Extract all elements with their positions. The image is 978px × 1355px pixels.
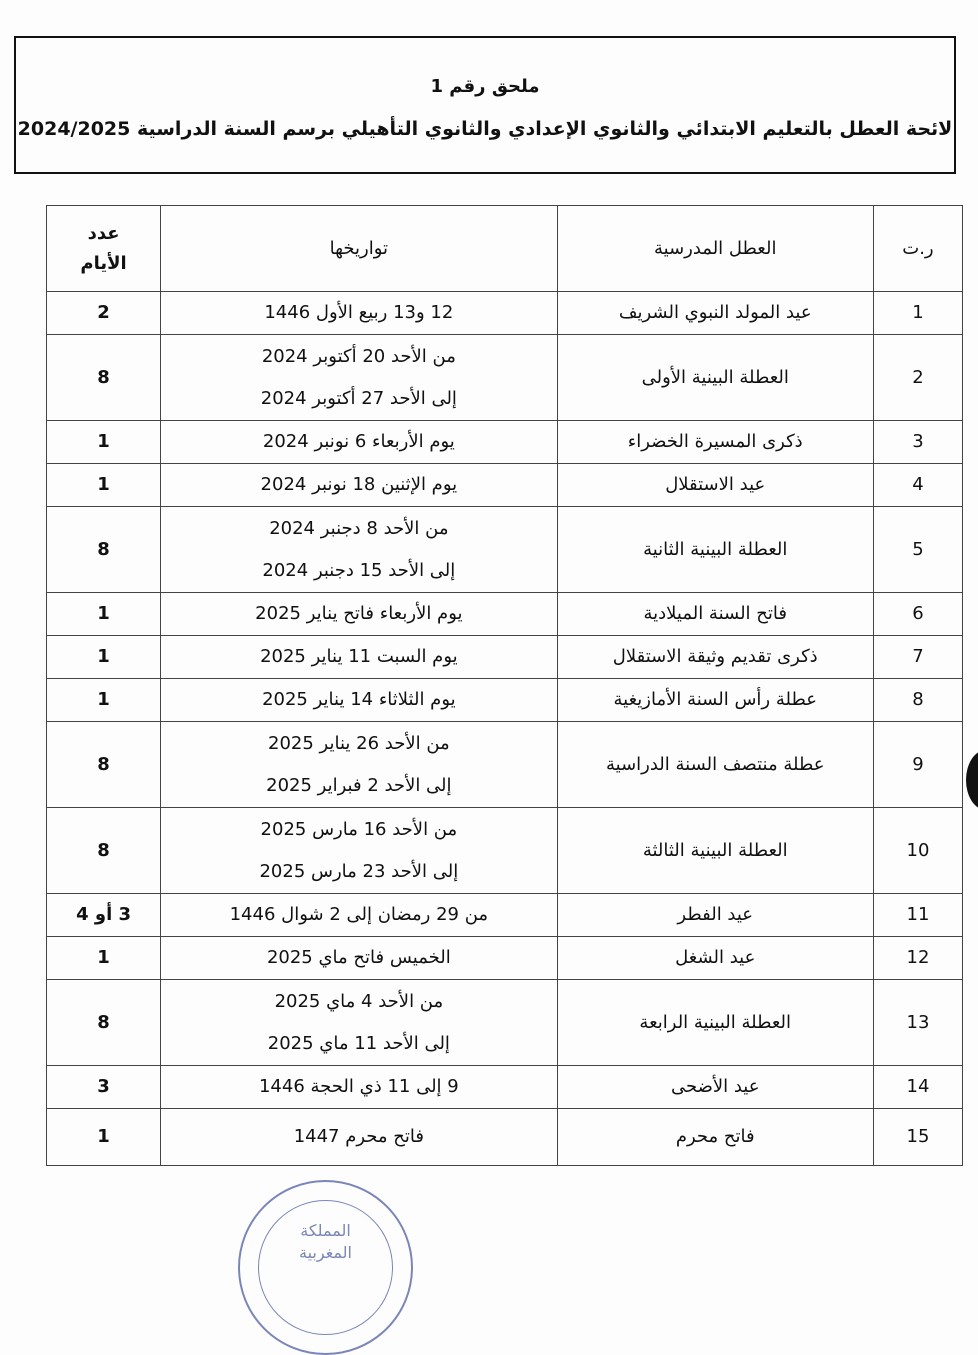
row-dates (161, 1109, 557, 1166)
row-dates (161, 292, 557, 335)
header-dates: تواريخها (161, 206, 557, 292)
holidays-table-body (47, 292, 963, 1166)
row-number: 1 (873, 292, 962, 335)
row-days: 8 (47, 335, 161, 421)
row-holiday-name: عيد المولد النبوي الشريف (557, 292, 873, 335)
row-days: 1 (47, 421, 161, 464)
row-dates (161, 507, 557, 593)
row-days: 8 (47, 722, 161, 808)
row-holiday-name: ذكرى المسيرة الخضراء (557, 421, 873, 464)
row-dates (161, 1066, 557, 1109)
annex-title: ملحق رقم 1 (430, 76, 540, 97)
table-row (47, 679, 963, 722)
row-days: 1 (47, 937, 161, 980)
row-holiday-name: عطلة رأس السنة الأمازيغية (557, 679, 873, 722)
header-days-line1: عدد (87, 222, 120, 244)
row-days: 3 (47, 1066, 161, 1109)
table-header-row (47, 206, 963, 292)
row-holiday-name: عيد الشغل (557, 937, 873, 980)
row-holiday-name: العطلة البينية الثالثة (557, 808, 873, 894)
table-row (47, 421, 963, 464)
row-days: 8 (47, 808, 161, 894)
header-number: ر.ت (873, 206, 962, 292)
table-row (47, 1109, 963, 1166)
row-date-line1: من الأحد 8 دجنبر 2024 (269, 517, 449, 539)
row-dates (161, 593, 557, 636)
row-number: 7 (873, 636, 962, 679)
document-header (14, 36, 956, 174)
header-days (47, 206, 161, 292)
row-dates (161, 636, 557, 679)
row-number: 2 (873, 335, 962, 421)
row-number: 9 (873, 722, 962, 808)
row-date-line1: يوم السبت 11 يناير 2025 (260, 646, 458, 667)
row-dates (161, 722, 557, 808)
row-number: 10 (873, 808, 962, 894)
row-holiday-name: فاتح محرم (557, 1109, 873, 1166)
document-title: لائحة العطل بالتعليم الابتدائي والثانوي الإعدادي والثانوي التأهيلي برسم السنة الدراسية 2024/2025 (17, 118, 953, 140)
row-number: 15 (873, 1109, 962, 1166)
row-days: 8 (47, 507, 161, 593)
row-date-line1: من الأحد 26 يناير 2025 (268, 732, 450, 754)
row-dates (161, 335, 557, 421)
row-date-line1: يوم الثلاثاء 14 يناير 2025 (262, 689, 456, 710)
row-holiday-name: عيد الاستقلال (557, 464, 873, 507)
row-days: 1 (47, 593, 161, 636)
row-holiday-name: عطلة منتصف السنة الدراسية (557, 722, 873, 808)
row-date-line1: يوم الإثنين 18 نونبر 2024 (260, 474, 458, 495)
row-date-line2: إلى الأحد 2 فبراير 2025 (266, 774, 452, 796)
table-row (47, 1066, 963, 1109)
binder-hole (966, 750, 978, 810)
table-row (47, 593, 963, 636)
seal-text (240, 1220, 411, 1264)
row-days: 2 (47, 292, 161, 335)
row-dates (161, 421, 557, 464)
row-holiday-name: عيد الأضحى (557, 1066, 873, 1109)
table-row (47, 980, 963, 1066)
table-row (47, 808, 963, 894)
row-days: 1 (47, 679, 161, 722)
table-row (47, 292, 963, 335)
row-dates (161, 980, 557, 1066)
row-date-line1: الخميس فاتح ماي 2025 (266, 947, 451, 968)
row-date-line2: إلى الأحد 27 أكتوبر 2024 (260, 387, 457, 409)
table-row (47, 464, 963, 507)
seal-line2: المغربية (299, 1243, 352, 1262)
row-date-line1: فاتح محرم 1447 (293, 1126, 424, 1147)
row-number: 11 (873, 894, 962, 937)
row-days: 1 (47, 636, 161, 679)
row-number: 12 (873, 937, 962, 980)
row-holiday-name: عيد الفطر (557, 894, 873, 937)
row-date-line1: يوم الأربعاء 6 نونبر 2024 (262, 431, 455, 452)
seal-line1: المملكة (300, 1221, 351, 1240)
row-number: 13 (873, 980, 962, 1066)
row-holiday-name: العطلة البينية الأولى (557, 335, 873, 421)
row-dates (161, 464, 557, 507)
row-number: 8 (873, 679, 962, 722)
row-days: 8 (47, 980, 161, 1066)
table-row (47, 937, 963, 980)
row-date-line1: 9 إلى 11 ذي الحجة 1446 (258, 1076, 459, 1097)
table-row (47, 507, 963, 593)
row-number: 5 (873, 507, 962, 593)
row-holiday-name: العطلة البينية الرابعة (557, 980, 873, 1066)
row-days: 3 أو 4 (47, 894, 161, 937)
row-number: 4 (873, 464, 962, 507)
header-holiday: العطل المدرسية (557, 206, 873, 292)
row-number: 6 (873, 593, 962, 636)
row-dates (161, 937, 557, 980)
row-date-line1: من الأحد 20 أكتوبر 2024 (261, 345, 456, 367)
header-days-line2: الأيام (80, 252, 127, 274)
row-dates (161, 808, 557, 894)
row-number: 3 (873, 421, 962, 464)
row-days: 1 (47, 1109, 161, 1166)
official-seal-stamp (238, 1180, 413, 1355)
row-days: 1 (47, 464, 161, 507)
row-date-line2: إلى الأحد 15 دجنبر 2024 (262, 559, 456, 581)
row-holiday-name: فاتح السنة الميلادية (557, 593, 873, 636)
row-number: 14 (873, 1066, 962, 1109)
row-holiday-name: ذكرى تقديم وثيقة الاستقلال (557, 636, 873, 679)
table-row (47, 636, 963, 679)
holidays-table (46, 205, 963, 1166)
table-row (47, 894, 963, 937)
row-date-line2: إلى الأحد 11 ماي 2025 (267, 1032, 450, 1054)
row-date-line1: من 29 رمضان إلى 2 شوال 1446 (229, 904, 489, 925)
row-date-line1: 12 و13 ربيع الأول 1446 (264, 302, 454, 323)
row-holiday-name: العطلة البينية الثانية (557, 507, 873, 593)
row-date-line1: من الأحد 16 مارس 2025 (260, 818, 458, 840)
row-date-line1: من الأحد 4 ماي 2025 (274, 990, 444, 1012)
row-dates (161, 894, 557, 937)
row-date-line1: يوم الأربعاء فاتح يناير 2025 (255, 603, 463, 624)
row-date-line2: إلى الأحد 23 مارس 2025 (259, 860, 459, 882)
table-row (47, 335, 963, 421)
table-row (47, 722, 963, 808)
row-dates (161, 679, 557, 722)
